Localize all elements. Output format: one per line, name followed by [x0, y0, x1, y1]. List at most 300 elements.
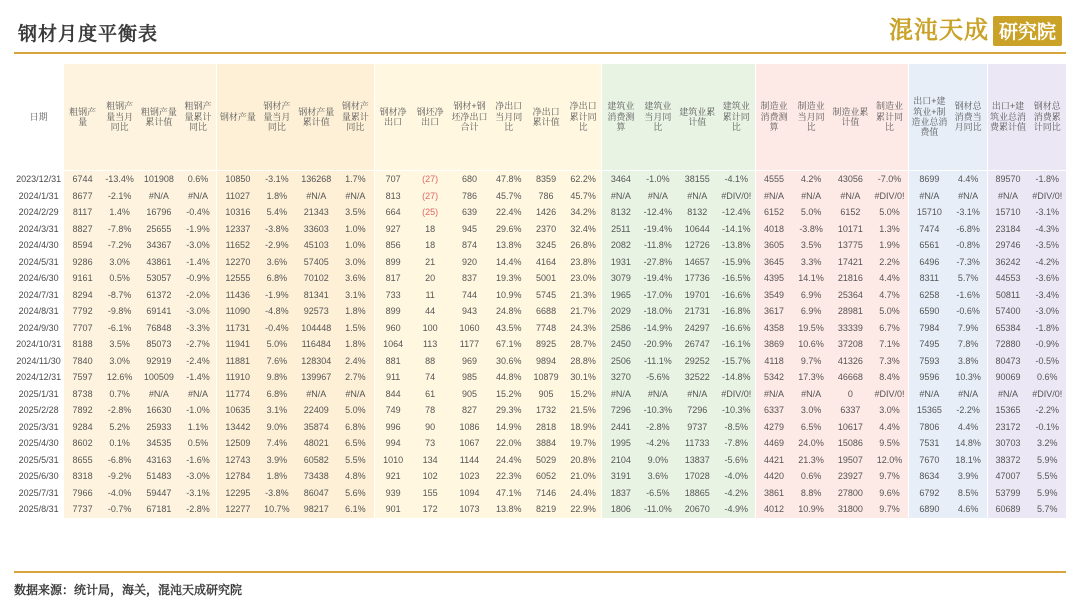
table-cell: -0.5% — [1028, 353, 1066, 370]
table-cell: 78 — [412, 402, 449, 419]
table-cell: 11774 — [217, 386, 258, 403]
table-cell: 69141 — [138, 303, 179, 320]
table-cell: 4118 — [755, 353, 792, 370]
table-cell: 1.3% — [871, 221, 908, 238]
table-cell: 7597 — [64, 369, 101, 386]
table-cell: 9.0% — [639, 452, 676, 469]
table-cell: 18 — [412, 237, 449, 254]
table-cell: 116484 — [296, 336, 337, 353]
table-cell: 9286 — [64, 254, 101, 271]
table-cell: 9596 — [908, 369, 949, 386]
column-header-24: 钢材总消费当月同比 — [950, 64, 987, 171]
table-cell: -8.5% — [718, 419, 755, 436]
table-cell: 2441 — [602, 419, 639, 436]
table-cell: #N/A — [138, 386, 179, 403]
table-cell: 22.4% — [490, 204, 527, 221]
table-cell: 139967 — [296, 369, 337, 386]
table-cell: 18865 — [677, 485, 718, 502]
table-cell: 86047 — [296, 485, 337, 502]
table-row — [14, 303, 1066, 320]
table-cell: 2082 — [602, 237, 639, 254]
data-source-note: 数据来源：统计局，海关，混沌天成研究院 — [14, 571, 1066, 598]
table-cell: 36242 — [987, 254, 1028, 271]
table-cell: 1067 — [449, 435, 490, 452]
table-cell: -4.2% — [1028, 254, 1066, 271]
table-cell: 0.6% — [792, 468, 829, 485]
table-cell: -1.6% — [180, 452, 217, 469]
table-cell: 4.6% — [950, 501, 987, 518]
table-cell: 5.7% — [1028, 501, 1066, 518]
table-cell: 881 — [374, 353, 411, 370]
table-cell: 20.8% — [565, 452, 602, 469]
table-cell: 4018 — [755, 221, 792, 238]
table-cell: 3.5% — [337, 204, 374, 221]
table-cell: 34535 — [138, 435, 179, 452]
table-cell: 3.5% — [101, 336, 138, 353]
table-cell: 8738 — [64, 386, 101, 403]
table-cell: 29746 — [987, 237, 1028, 254]
table-cell: 2511 — [602, 221, 639, 238]
table-row — [14, 419, 1066, 436]
table-cell: -6.1% — [101, 320, 138, 337]
table-cell: #N/A — [180, 188, 217, 205]
table-cell: 23.0% — [565, 270, 602, 287]
table-cell: 23172 — [987, 419, 1028, 436]
table-cell: 8602 — [64, 435, 101, 452]
table-cell: -6.5% — [639, 485, 676, 502]
table-cell: -0.6% — [950, 303, 987, 320]
column-header-26: 钢材总消费累计同比 — [1028, 64, 1066, 171]
table-cell: -0.8% — [950, 237, 987, 254]
table-cell: 155 — [412, 485, 449, 502]
table-cell: 100 — [412, 320, 449, 337]
table-cell: 2025/1/31 — [14, 386, 64, 403]
table-cell: 104448 — [296, 320, 337, 337]
table-cell: 6.8% — [258, 386, 295, 403]
table-cell: -8.7% — [101, 287, 138, 304]
table-cell: 0.5% — [180, 435, 217, 452]
column-header-16: 建筑业当月同比 — [639, 64, 676, 171]
table-cell: 35874 — [296, 419, 337, 436]
table-cell: (27) — [412, 171, 449, 188]
table-cell: #DIV/0! — [718, 188, 755, 205]
table-cell: 172 — [412, 501, 449, 518]
table-cell: 3.1% — [258, 402, 295, 419]
table-cell: 3.9% — [950, 468, 987, 485]
table-cell: -12.4% — [639, 204, 676, 221]
table-header-row — [14, 64, 1066, 171]
table-cell: 3191 — [602, 468, 639, 485]
table-cell: #DIV/0! — [871, 386, 908, 403]
table-cell: 20670 — [677, 501, 718, 518]
table-cell: 11652 — [217, 237, 258, 254]
table-cell: 76848 — [138, 320, 179, 337]
table-cell: #DIV/0! — [871, 188, 908, 205]
table-cell: -1.9% — [180, 221, 217, 238]
table-cell: -2.2% — [1028, 402, 1066, 419]
table-cell: 905 — [449, 386, 490, 403]
table-cell: 85073 — [138, 336, 179, 353]
balance-table-wrap — [14, 64, 1066, 518]
table-cell: #N/A — [755, 386, 792, 403]
table-cell: -4.8% — [258, 303, 295, 320]
table-cell: 22.0% — [490, 435, 527, 452]
table-cell: 4421 — [755, 452, 792, 469]
table-cell: 817 — [374, 270, 411, 287]
table-cell: 15710 — [908, 204, 949, 221]
table-cell: 1732 — [527, 402, 564, 419]
table-cell: 707 — [374, 171, 411, 188]
table-cell: -1.8% — [1028, 320, 1066, 337]
table-cell: -2.8% — [180, 501, 217, 518]
table-cell: -15.7% — [718, 353, 755, 370]
table-cell: 1.5% — [337, 320, 374, 337]
table-cell: 1023 — [449, 468, 490, 485]
table-cell: 34.2% — [565, 204, 602, 221]
table-cell: 8318 — [64, 468, 101, 485]
table-cell: 47.8% — [490, 171, 527, 188]
table-cell: 1426 — [527, 204, 564, 221]
table-cell: 53799 — [987, 485, 1028, 502]
table-cell: 7.4% — [258, 435, 295, 452]
table-cell: 8117 — [64, 204, 101, 221]
table-cell: 13.8% — [490, 501, 527, 518]
table-cell: #N/A — [677, 386, 718, 403]
table-cell: 43163 — [138, 452, 179, 469]
table-cell: #N/A — [180, 386, 217, 403]
table-cell: 6.1% — [337, 501, 374, 518]
table-cell: 3.3% — [792, 254, 829, 271]
table-cell: -11.8% — [639, 237, 676, 254]
table-cell: 9.7% — [792, 353, 829, 370]
table-cell: 2024/1/31 — [14, 188, 64, 205]
table-cell: 7792 — [64, 303, 101, 320]
table-cell: 6561 — [908, 237, 949, 254]
table-cell: 62.2% — [565, 171, 602, 188]
table-cell: 12.0% — [871, 452, 908, 469]
table-cell: 7.6% — [258, 353, 295, 370]
table-cell: 90069 — [987, 369, 1028, 386]
table-cell: -10.3% — [718, 402, 755, 419]
table-cell: 6.8% — [337, 419, 374, 436]
table-cell: 0.1% — [101, 435, 138, 452]
column-header-12: 净出口当月同比 — [490, 64, 527, 171]
table-cell: 21.7% — [565, 303, 602, 320]
table-cell: 89570 — [987, 171, 1028, 188]
table-cell: -20.9% — [639, 336, 676, 353]
table-cell: 3.6% — [639, 468, 676, 485]
table-cell: -3.8% — [258, 485, 295, 502]
table-cell: -0.9% — [1028, 336, 1066, 353]
table-cell: 3270 — [602, 369, 639, 386]
table-cell: -3.4% — [1028, 287, 1066, 304]
table-cell: -14.1% — [718, 221, 755, 238]
table-cell: 996 — [374, 419, 411, 436]
table-cell: 827 — [449, 402, 490, 419]
table-cell: -10.3% — [639, 402, 676, 419]
table-cell: 874 — [449, 237, 490, 254]
table-cell: 6.5% — [792, 419, 829, 436]
table-cell: 8925 — [527, 336, 564, 353]
table-cell: 29.3% — [490, 402, 527, 419]
table-cell: 12726 — [677, 237, 718, 254]
table-row — [14, 188, 1066, 205]
table-cell: 2.2% — [871, 254, 908, 271]
table-cell: 17736 — [677, 270, 718, 287]
table-cell: 14.4% — [490, 254, 527, 271]
table-cell: 4420 — [755, 468, 792, 485]
table-cell: #DIV/0! — [1028, 386, 1066, 403]
table-cell: -2.7% — [180, 336, 217, 353]
table-cell: -4.9% — [718, 501, 755, 518]
table-cell: 33603 — [296, 221, 337, 238]
table-cell: 17028 — [677, 468, 718, 485]
table-cell: 19.3% — [490, 270, 527, 287]
table-cell: 8655 — [64, 452, 101, 469]
table-cell: 985 — [449, 369, 490, 386]
table-cell: 939 — [374, 485, 411, 502]
table-cell: 1086 — [449, 419, 490, 436]
table-cell: #N/A — [639, 188, 676, 205]
table-cell: 0.7% — [101, 386, 138, 403]
table-cell: 6152 — [830, 204, 871, 221]
table-cell: 8294 — [64, 287, 101, 304]
table-cell: 7892 — [64, 402, 101, 419]
table-cell: -19.4% — [639, 270, 676, 287]
table-cell: -7.8% — [718, 435, 755, 452]
table-cell: 134 — [412, 452, 449, 469]
table-cell: 899 — [374, 303, 411, 320]
table-cell: 12784 — [217, 468, 258, 485]
table-cell: 28.8% — [565, 353, 602, 370]
table-cell: 2024/7/31 — [14, 287, 64, 304]
table-cell: -13.8% — [718, 237, 755, 254]
table-cell: 30703 — [987, 435, 1028, 452]
table-cell: 8188 — [64, 336, 101, 353]
table-cell: 14.1% — [792, 270, 829, 287]
table-cell: 4.4% — [950, 419, 987, 436]
column-header-13: 净出口累计值 — [527, 64, 564, 171]
table-cell: 30.1% — [565, 369, 602, 386]
column-header-6: 钢材产量当月同比 — [258, 64, 295, 171]
column-header-21: 制造业累计值 — [830, 64, 871, 171]
table-cell: 21.0% — [565, 468, 602, 485]
column-header-17: 建筑业累计值 — [677, 64, 718, 171]
table-cell: 4395 — [755, 270, 792, 287]
table-cell: 2450 — [602, 336, 639, 353]
table-cell: 101908 — [138, 171, 179, 188]
table-cell: 680 — [449, 171, 490, 188]
table-cell: 19.5% — [792, 320, 829, 337]
table-cell: 4.4% — [871, 270, 908, 287]
table-cell: 8.5% — [950, 485, 987, 502]
table-cell: 15.2% — [490, 386, 527, 403]
table-cell: 14.8% — [950, 435, 987, 452]
table-cell: 136268 — [296, 171, 337, 188]
column-header-15: 建筑业消费测算 — [602, 64, 639, 171]
table-cell: -9.2% — [101, 468, 138, 485]
table-cell: -13.4% — [101, 171, 138, 188]
table-cell: -2.0% — [180, 287, 217, 304]
table-cell: -0.9% — [180, 270, 217, 287]
table-cell: #N/A — [602, 188, 639, 205]
table-cell: -3.1% — [1028, 204, 1066, 221]
table-cell: 920 — [449, 254, 490, 271]
table-cell: 21 — [412, 254, 449, 271]
table-cell: 1.1% — [180, 419, 217, 436]
table-cell: 24.4% — [565, 485, 602, 502]
table-cell: -1.8% — [1028, 171, 1066, 188]
column-header-25: 出口+建筑业总消费累计值 — [987, 64, 1028, 171]
table-cell: -1.9% — [258, 287, 295, 304]
table-cell: 59447 — [138, 485, 179, 502]
table-cell: 60582 — [296, 452, 337, 469]
table-cell: 3.6% — [337, 270, 374, 287]
table-cell: 21731 — [677, 303, 718, 320]
table-cell: 9.0% — [258, 419, 295, 436]
table-cell: 7495 — [908, 336, 949, 353]
table-cell: 2025/5/31 — [14, 452, 64, 469]
table-cell: 10850 — [217, 171, 258, 188]
table-cell: -3.3% — [180, 320, 217, 337]
table-cell: 6.8% — [258, 270, 295, 287]
table-cell: 31800 — [830, 501, 871, 518]
table-cell: 73 — [412, 435, 449, 452]
table-cell: 4.4% — [950, 171, 987, 188]
table-cell: 100509 — [138, 369, 179, 386]
table-cell: 9.6% — [871, 485, 908, 502]
table-cell: 7707 — [64, 320, 101, 337]
table-cell: 18.9% — [565, 419, 602, 436]
table-cell: 3.8% — [950, 353, 987, 370]
table-cell: 1094 — [449, 485, 490, 502]
table-cell: 6.7% — [871, 320, 908, 337]
table-cell: 3079 — [602, 270, 639, 287]
table-cell: #N/A — [639, 386, 676, 403]
table-cell: 7593 — [908, 353, 949, 370]
table-cell: 22.3% — [490, 468, 527, 485]
table-cell: 9.5% — [871, 435, 908, 452]
column-header-2: 粗钢产量当月同比 — [101, 64, 138, 171]
table-cell: 41326 — [830, 353, 871, 370]
table-cell: -3.0% — [1028, 303, 1066, 320]
table-cell: 3617 — [755, 303, 792, 320]
table-cell: 46668 — [830, 369, 871, 386]
table-cell: 5.0% — [792, 204, 829, 221]
table-cell: -1.0% — [180, 402, 217, 419]
table-cell: 6688 — [527, 303, 564, 320]
table-cell: 8219 — [527, 501, 564, 518]
table-cell: #DIV/0! — [718, 386, 755, 403]
table-cell: 3.9% — [258, 452, 295, 469]
table-cell: 6590 — [908, 303, 949, 320]
table-cell: 6152 — [755, 204, 792, 221]
table-cell: #N/A — [908, 188, 949, 205]
table-cell: 1965 — [602, 287, 639, 304]
table-cell: (25) — [412, 204, 449, 221]
table-cell: 3245 — [527, 237, 564, 254]
table-cell: -2.1% — [101, 188, 138, 205]
table-cell: -16.1% — [718, 336, 755, 353]
table-cell: 4012 — [755, 501, 792, 518]
table-cell: 13837 — [677, 452, 718, 469]
table-cell: 19507 — [830, 452, 871, 469]
table-cell: 9.7% — [871, 468, 908, 485]
table-cell: 11910 — [217, 369, 258, 386]
table-cell: 8699 — [908, 171, 949, 188]
table-cell: #N/A — [792, 188, 829, 205]
table-cell: 21816 — [830, 270, 871, 287]
table-cell: -6.8% — [101, 452, 138, 469]
table-cell: #N/A — [677, 188, 718, 205]
table-cell: 1.9% — [871, 237, 908, 254]
table-cell: 733 — [374, 287, 411, 304]
table-cell: 2.4% — [337, 353, 374, 370]
table-cell: #N/A — [602, 386, 639, 403]
table-cell: 3549 — [755, 287, 792, 304]
table-cell: 6792 — [908, 485, 949, 502]
table-cell: -3.1% — [180, 485, 217, 502]
table-cell: 12295 — [217, 485, 258, 502]
table-cell: -14.8% — [718, 369, 755, 386]
table-cell: 92573 — [296, 303, 337, 320]
table-cell: #N/A — [987, 386, 1028, 403]
table-cell: 927 — [374, 221, 411, 238]
table-cell: 945 — [449, 221, 490, 238]
table-cell: 28981 — [830, 303, 871, 320]
table-cell: 5.0% — [337, 402, 374, 419]
table-cell: 8594 — [64, 237, 101, 254]
table-cell: 81341 — [296, 287, 337, 304]
table-cell: -2.2% — [950, 402, 987, 419]
table-row — [14, 204, 1066, 221]
table-cell: 7296 — [677, 402, 718, 419]
table-cell: 3464 — [602, 171, 639, 188]
table-cell: 5.6% — [337, 485, 374, 502]
table-cell: 10.3% — [950, 369, 987, 386]
table-cell: 2370 — [527, 221, 564, 238]
table-row — [14, 320, 1066, 337]
table-cell: 2104 — [602, 452, 639, 469]
table-cell: 10879 — [527, 369, 564, 386]
table-cell: -27.8% — [639, 254, 676, 271]
table-cell: 3645 — [755, 254, 792, 271]
column-header-8: 钢材产量累计同比 — [337, 64, 374, 171]
table-cell: 4.8% — [337, 468, 374, 485]
table-cell: 43.5% — [490, 320, 527, 337]
table-cell: -4.0% — [718, 468, 755, 485]
table-cell: 2024/11/30 — [14, 353, 64, 370]
table-cell: -1.4% — [180, 254, 217, 271]
table-cell: 2024/2/29 — [14, 204, 64, 221]
table-cell: -16.5% — [718, 270, 755, 287]
table-cell: 47007 — [987, 468, 1028, 485]
table-cell: 98217 — [296, 501, 337, 518]
column-header-4: 粗钢产量累计同比 — [180, 64, 217, 171]
table-body — [14, 171, 1066, 518]
table-row — [14, 402, 1066, 419]
table-cell: 21.3% — [565, 287, 602, 304]
table-cell: 1.4% — [101, 204, 138, 221]
table-cell: 80473 — [987, 353, 1028, 370]
table-row — [14, 237, 1066, 254]
brand-logo — [889, 10, 1062, 46]
table-cell: 44553 — [987, 270, 1028, 287]
table-cell: #N/A — [792, 386, 829, 403]
table-cell: 911 — [374, 369, 411, 386]
table-cell: 10644 — [677, 221, 718, 238]
table-cell: 8677 — [64, 188, 101, 205]
